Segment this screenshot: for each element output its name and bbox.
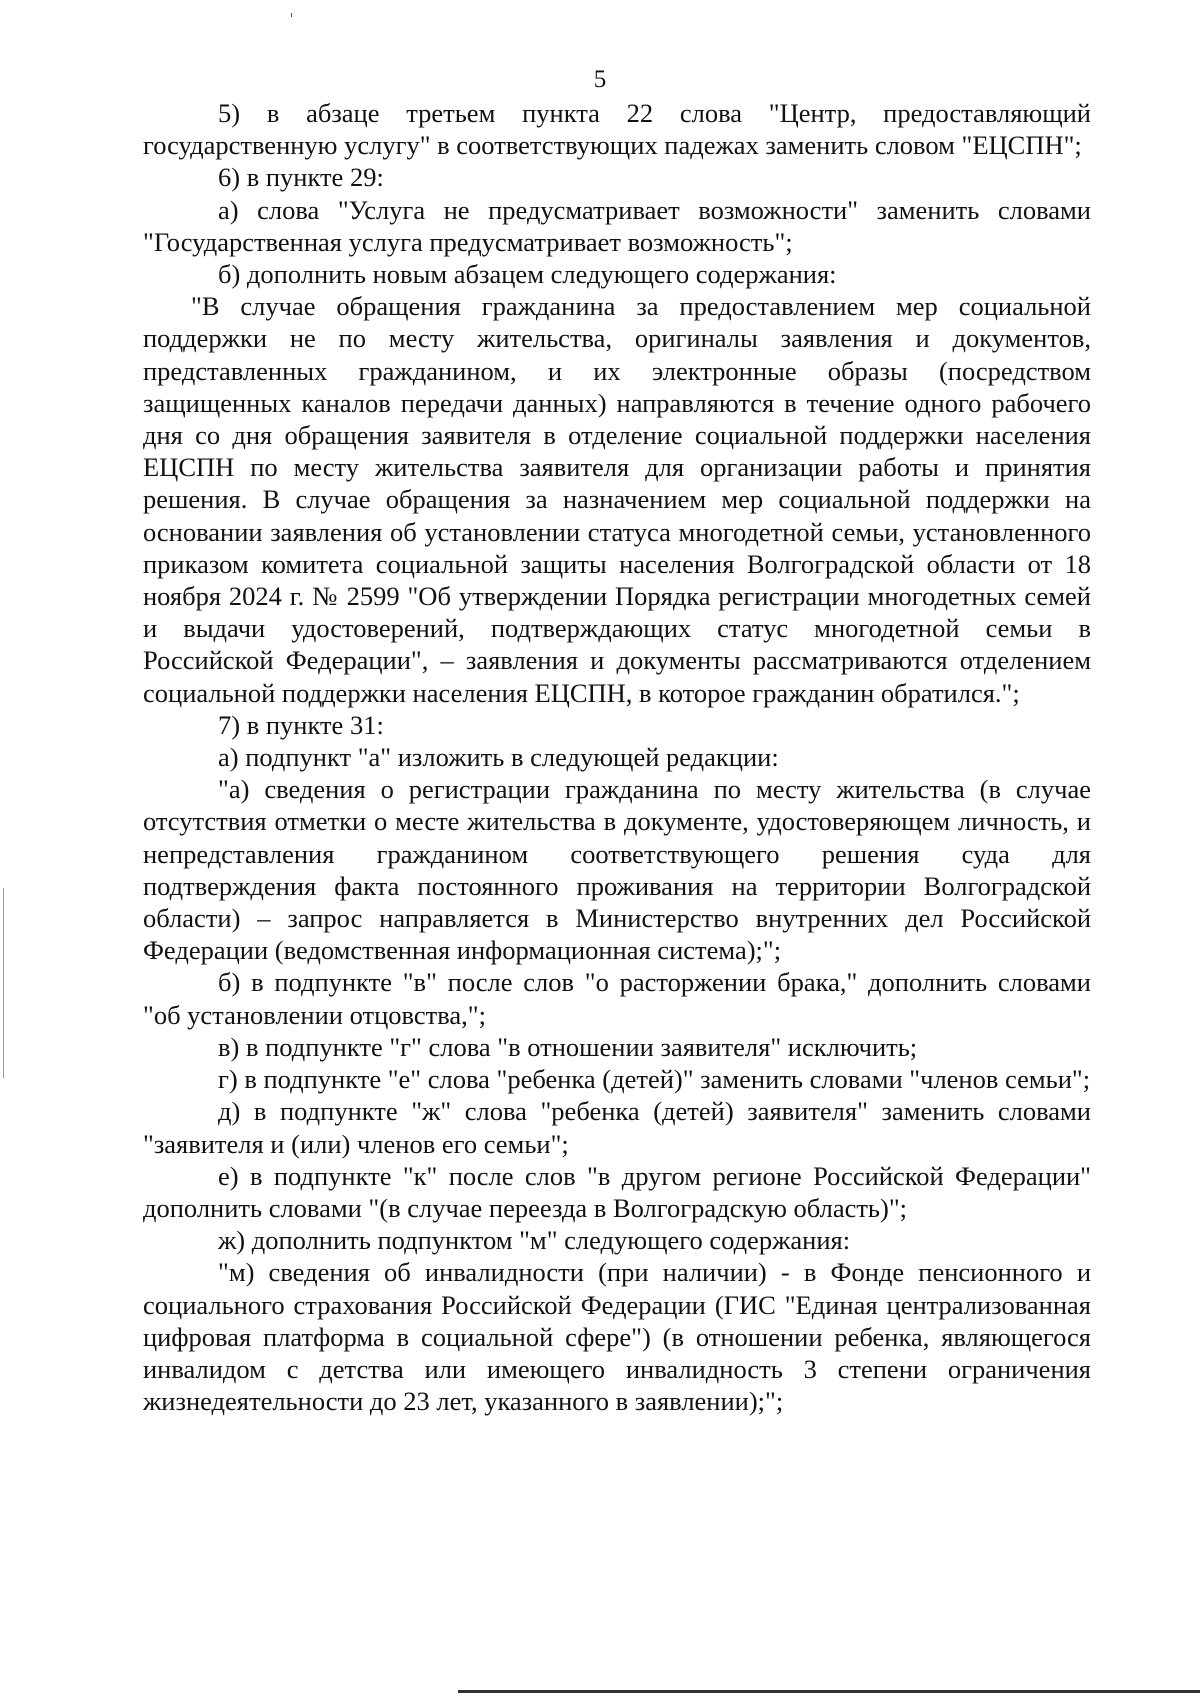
- paragraph-item-5: 5) в абзаце третьем пункта 22 слова "Центр, предоставляющий государственную услугу" в соответствующих падежах заменить словом "ЕЦСПН";: [143, 98, 1091, 161]
- document-body: [143, 97, 1091, 1417]
- paragraph-item-7b: б) в подпункте "в" после слов "о расторжении брака," дополнить словами "об установлении отцовства,";: [143, 967, 1091, 1030]
- scan-mark-top: [291, 13, 292, 17]
- paragraph-new-abzac: "В случае обращения гражданина за предоставлением мер социальной поддержки не по месту жительства, оригиналы заявления и документов, представленных гражданином, и их электронные образы (посредством защищенных каналов передачи данных) направляются в течение одного рабочего дня со дня обращения заявителя в отделение социальной поддержки населения ЕЦСПН по месту жительства заявителя для организации работы и принятия решения. В случае обращения за назначением мер социальной поддержки на основании заявления об установлении статуса многодетной семьи, установленного приказом комитета социальной защиты населения Волгоградской области от 18 ноября 2024 г. № 2599 "Об утверждении Порядка регистрации многодетных семей и выдачи удостоверений, подтверждающих статус многодетной семьи в Российской Федерации", – заявления и документы рассматриваются отделением социальной поддержки населения ЕЦСПН, в которое гражданин обратился.";: [143, 291, 1091, 708]
- paragraph-item-7e: е) в подпункте "к" после слов "в другом регионе Российской Федерации" дополнить словами "(в случае переезда в Волгоградскую область)";: [143, 1160, 1091, 1223]
- paragraph-item-7g: г) в подпункте "е" слова "ребенка (детей)" заменить словами "членов семьи";: [218, 1064, 1091, 1095]
- paragraph-item-7v: в) в подпункте "г" слова "в отношении заявителя" исключить;: [218, 1031, 918, 1062]
- scan-mark-left: [3, 888, 4, 1078]
- paragraph-item-7zh: ж) дополнить подпунктом "м" следующего содержания:: [218, 1225, 851, 1256]
- paragraph-item-6a: а) слова "Услуга не предусматривает возможности" заменить словами "Государственная услуга предусматривает возможность";: [143, 194, 1091, 257]
- paragraph-item-7d: д) в подпункте "ж" слова "ребенка (детей) заявителя" заменить словами "заявителя и (или) членов его семьи";: [143, 1096, 1091, 1159]
- paragraph-quoted-subitem-m: "м) сведения об инвалидности (при наличии) - в Фонде пенсионного и социального страхования Российской Федерации (ГИС "Единая централизованная цифровая платформа в социальной сфере") (в отношении ребенка, являющегося инвалидом с детства или имеющего инвалидность 3 степени ограничения жизнедеятельности до 23 лет, указанного в заявлении);";: [143, 1257, 1091, 1417]
- paragraph-quoted-subitem-a: "а) сведения о регистрации гражданина по месту жительства (в случае отсутствия отметки о месте жительства в документе, удостоверяющем личность, и непредставления гражданином соответствующего решения суда для подтверждения факта постоянного проживания на территории Волгоградской области) – запрос направляется в Министерство внутренних дел Российской Федерации (ведомственная информационная система);";: [143, 774, 1091, 966]
- scan-mark-bottom: [458, 1690, 1200, 1693]
- paragraph-item-7a: а) подпункт "а" изложить в следующей редакции:: [218, 742, 779, 773]
- paragraph-item-7: 7) в пункте 31:: [218, 709, 384, 740]
- page-number: 5: [593, 66, 607, 93]
- paragraph-item-6b: б) дополнить новым абзацем следующего содержания:: [218, 259, 837, 290]
- paragraph-item-6: 6) в пункте 29:: [218, 162, 384, 193]
